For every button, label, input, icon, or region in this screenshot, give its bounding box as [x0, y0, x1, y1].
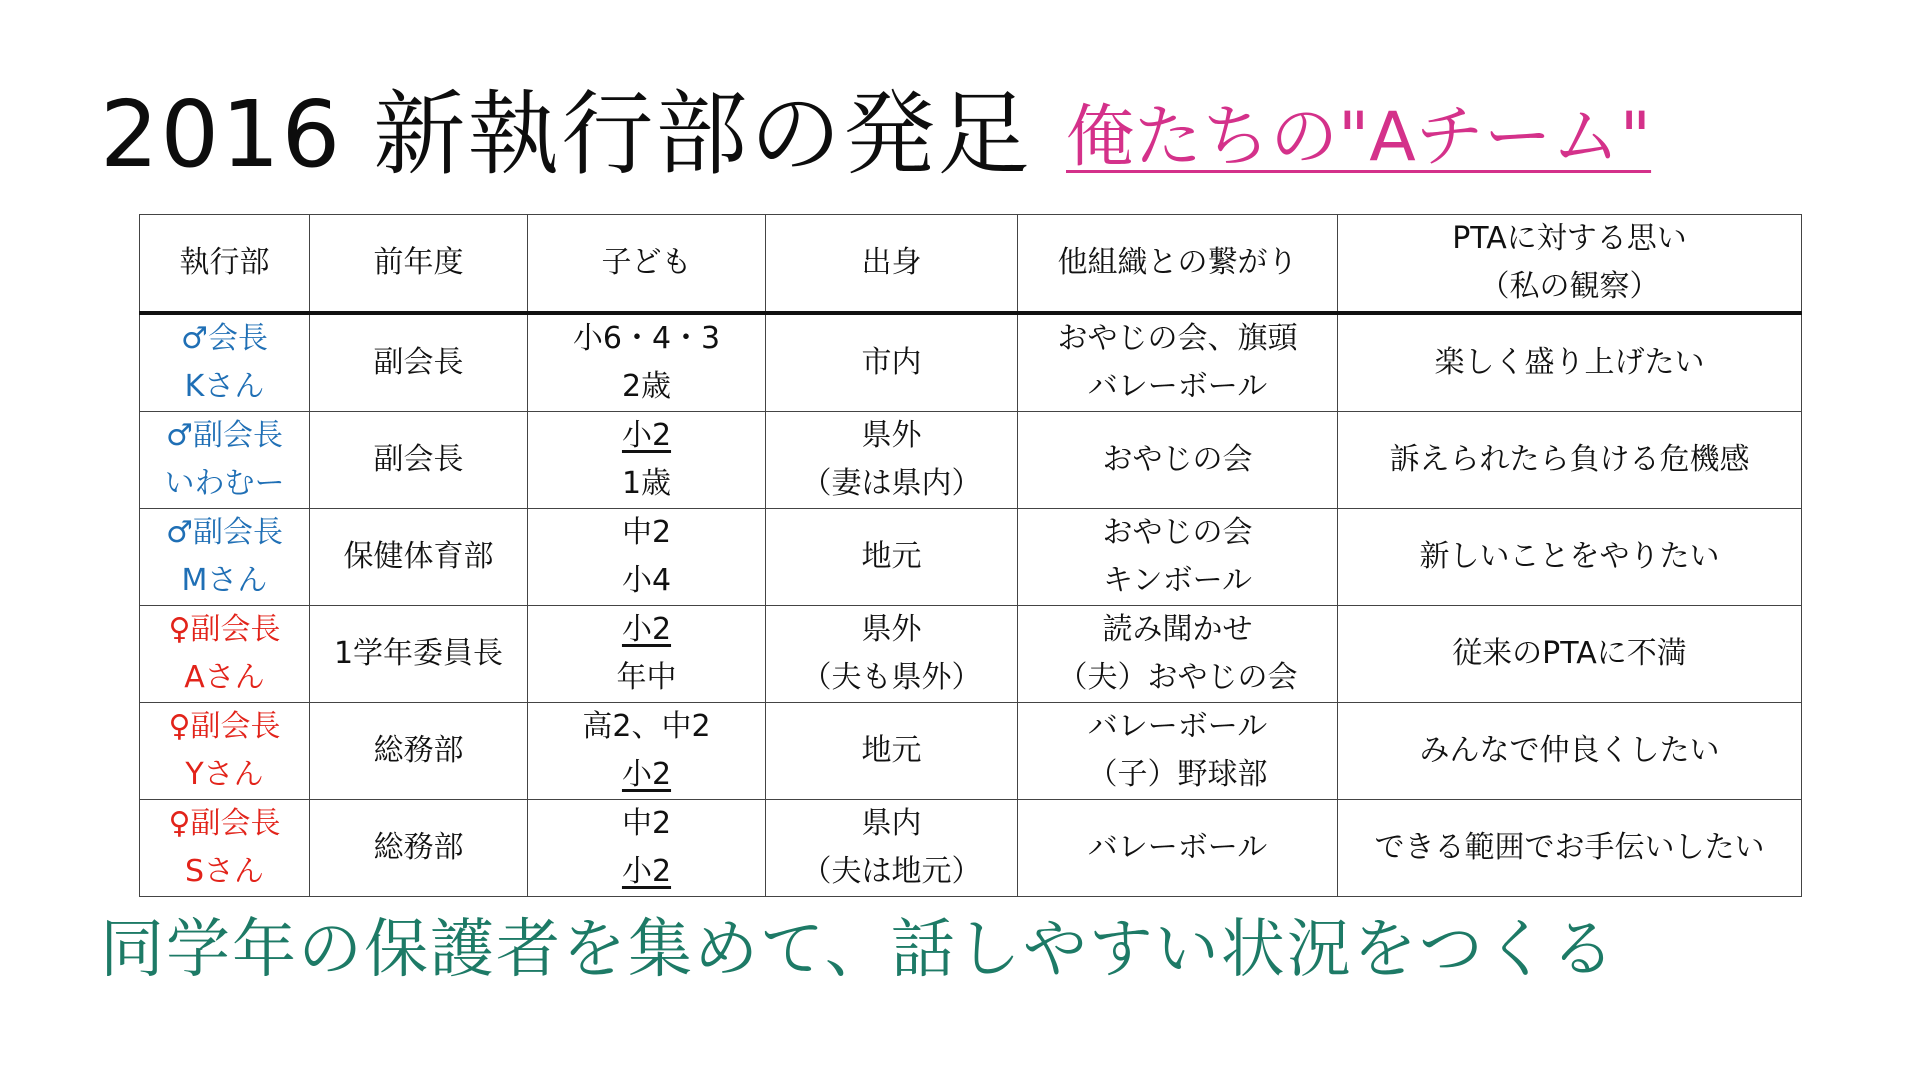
header-origin: 出身 — [766, 215, 1018, 314]
header-pta-thoughts: PTAに対する思い （私の観察） — [1338, 215, 1802, 314]
cell-previous-year: 総務部 — [310, 800, 528, 897]
cell-pta-thoughts: 楽しく盛り上げたい — [1338, 313, 1802, 412]
cell-executive: ♂会長 Kさん — [140, 313, 310, 412]
table-header — [140, 215, 1802, 314]
cell-pta-thoughts: 従来のPTAに不満 — [1338, 606, 1802, 703]
cell-other-org: おやじの会 キンボール — [1018, 509, 1338, 606]
table-body — [140, 313, 1802, 897]
header-row — [140, 215, 1802, 314]
table-row — [140, 412, 1802, 509]
executive-table — [139, 214, 1802, 897]
cell-executive: ♂副会長 Mさん — [140, 509, 310, 606]
cell-origin: 県外 （夫も県外） — [766, 606, 1018, 703]
cell-origin: 地元 — [766, 703, 1018, 800]
cell-origin: 地元 — [766, 509, 1018, 606]
cell-previous-year: 保健体育部 — [310, 509, 528, 606]
cell-children: 小2 1歳 — [528, 412, 766, 509]
cell-previous-year: 1学年委員長 — [310, 606, 528, 703]
cell-executive: ♂副会長 いわむー — [140, 412, 310, 509]
cell-executive: ♀副会長 Aさん — [140, 606, 310, 703]
cell-children: 小2 年中 — [528, 606, 766, 703]
cell-executive: ♀副会長 Sさん — [140, 800, 310, 897]
cell-children: 小6・4・3 2歳 — [528, 313, 766, 412]
cell-pta-thoughts: 訴えられたら負ける危機感 — [1338, 412, 1802, 509]
cell-previous-year: 副会長 — [310, 412, 528, 509]
executive-table-container — [139, 214, 1801, 897]
cell-other-org: バレーボール （子）野球部 — [1018, 703, 1338, 800]
table-row — [140, 703, 1802, 800]
cell-children: 中2 小4 — [528, 509, 766, 606]
cell-pta-thoughts: 新しいことをやりたい — [1338, 509, 1802, 606]
cell-previous-year: 総務部 — [310, 703, 528, 800]
page-subtitle: 俺たちの"Aチーム" — [1066, 98, 1652, 177]
cell-other-org: バレーボール — [1018, 800, 1338, 897]
page-title: 2016 新執行部の発足 — [100, 81, 1032, 188]
cell-other-org: おやじの会、旗頭 バレーボール — [1018, 313, 1338, 412]
cell-pta-thoughts: できる範囲でお手伝いしたい — [1338, 800, 1802, 897]
header-executive: 執行部 — [140, 215, 310, 314]
cell-executive: ♀副会長 Yさん — [140, 703, 310, 800]
table-row — [140, 509, 1802, 606]
cell-children: 高2、中2 小2 — [528, 703, 766, 800]
cell-previous-year: 副会長 — [310, 313, 528, 412]
table-row — [140, 800, 1802, 897]
cell-origin: 市内 — [766, 313, 1018, 412]
cell-origin: 県内 （夫は地元） — [766, 800, 1018, 897]
table-row — [140, 606, 1802, 703]
cell-other-org: おやじの会 — [1018, 412, 1338, 509]
header-children: 子ども — [528, 215, 766, 314]
header-other-org: 他組織との繋がり — [1018, 215, 1338, 314]
cell-pta-thoughts: みんなで仲良くしたい — [1338, 703, 1802, 800]
table-row — [140, 313, 1802, 412]
header-previous-year: 前年度 — [310, 215, 528, 314]
cell-children: 中2 小2 — [528, 800, 766, 897]
footer-message: 同学年の保護者を集めて、話しやすい状況をつくる — [100, 913, 1617, 987]
cell-other-org: 読み聞かせ （夫）おやじの会 — [1018, 606, 1338, 703]
cell-origin: 県外 （妻は県内） — [766, 412, 1018, 509]
